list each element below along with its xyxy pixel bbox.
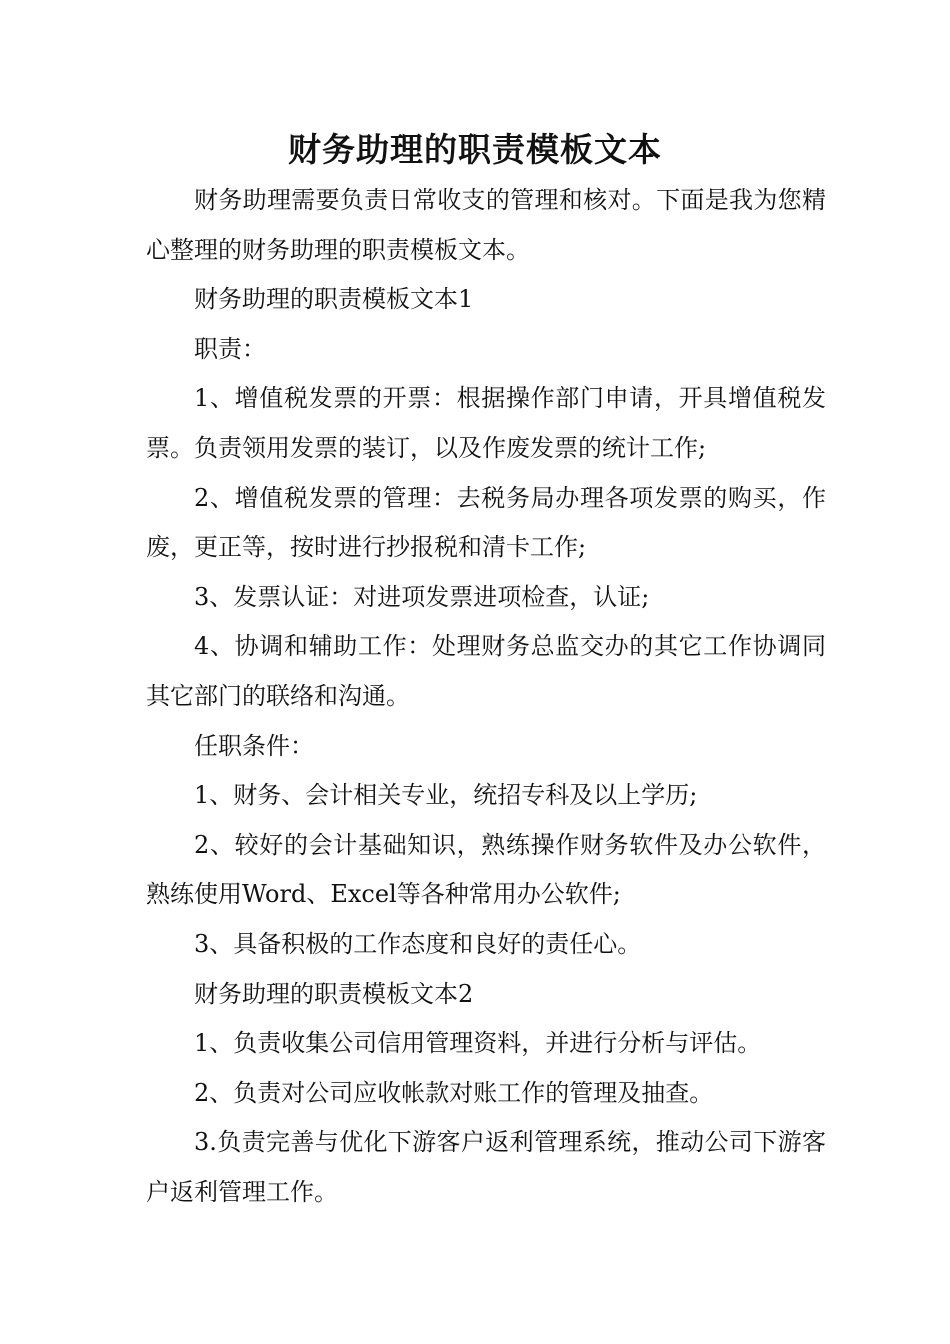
- duty-item-1: 1、增值税发票的开票：根据操作部门申请，开具增值税发票。负责领用发票的装订，以及作废发票的统计工作;: [146, 384, 826, 462]
- requirement-item-1: 1、财务、会计相关专业，统招专科及以上学历;: [194, 781, 698, 810]
- section-heading-2: 财务助理的职责模板文本2: [194, 979, 474, 1008]
- requirement-item-3: 3、具备积极的工作态度和良好的责任心。: [194, 929, 642, 958]
- document-title: 财务助理的职责模板文本: [288, 130, 662, 169]
- subheading-duties: 职责：: [194, 334, 266, 363]
- task-item-3: 3.负责完善与优化下游客户返利管理系统，推动公司下游客户返利管理工作。: [146, 1128, 826, 1206]
- task-item-2: 2、负责对公司应收帐款对账工作的管理及抽查。: [194, 1078, 714, 1107]
- paragraph-intro: 财务助理需要负责日常收支的管理和核对。下面是我为您精心整理的财务助理的职责模板文本。: [146, 186, 826, 264]
- section-heading-1: 财务助理的职责模板文本1: [194, 285, 474, 314]
- document-body: [146, 176, 826, 1217]
- duty-item-4: 4、协调和辅助工作：处理财务总监交办的其它工作协调同其它部门的联络和沟通。: [146, 632, 826, 710]
- requirement-item-2: 2、较好的会计基础知识，熟练操作财务软件及办公软件，熟练使用Word、Excel等各种常用办公软件;: [146, 830, 826, 909]
- duty-item-2: 2、增值税发票的管理：去税务局办理各项发票的购买，作废，更正等，按时进行抄报税和清卡工作;: [146, 483, 826, 562]
- subheading-requirements: 任职条件：: [194, 731, 314, 760]
- task-item-1: 1、负责收集公司信用管理资料，并进行分析与评估。: [194, 1029, 762, 1058]
- duty-item-3: 3、发票认证：对进项发票进项检查，认证;: [194, 582, 650, 611]
